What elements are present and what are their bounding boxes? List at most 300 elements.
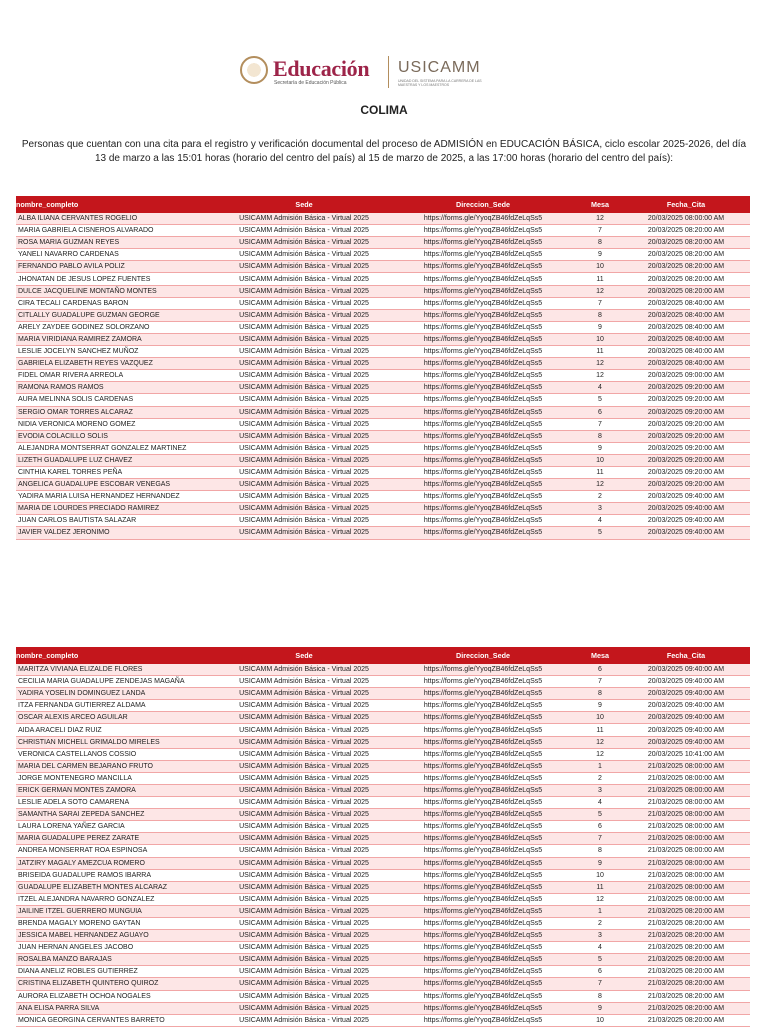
cell-mesa: 11 — [578, 466, 622, 478]
cell-sede: USICAMM Admisión Básica - Virtual 2025 — [220, 527, 388, 539]
cell-fecha: 20/03/2025 09:40:00 AM — [622, 724, 750, 736]
cell-direccion[interactable]: https://forms.gle/YyoqZB46fdZeLqSs5 — [388, 479, 578, 491]
cell-direccion[interactable]: https://forms.gle/YyoqZB46fdZeLqSs5 — [388, 491, 578, 503]
cell-nombre: MARIA VIRIDIANA RAMIREZ ZAMORA — [16, 333, 220, 345]
cell-direccion[interactable]: https://forms.gle/YyoqZB46fdZeLqSs5 — [388, 394, 578, 406]
cell-mesa: 12 — [578, 358, 622, 370]
cell-fecha: 21/03/2025 08:00:00 AM — [622, 821, 750, 833]
table-row — [16, 905, 750, 917]
cell-sede: USICAMM Admisión Básica - Virtual 2025 — [220, 249, 388, 261]
cell-fecha: 20/03/2025 08:40:00 AM — [622, 309, 750, 321]
cell-sede: USICAMM Admisión Básica - Virtual 2025 — [220, 237, 388, 249]
cell-nombre: EVODIA COLACILLO SOLIS — [16, 430, 220, 442]
cell-direccion[interactable]: https://forms.gle/YyoqZB46fdZeLqSs5 — [388, 273, 578, 285]
cell-sede: USICAMM Admisión Básica - Virtual 2025 — [220, 905, 388, 917]
cell-nombre: FIDEL OMAR RIVERA ARREOLA — [16, 370, 220, 382]
cell-direccion[interactable]: https://forms.gle/YyoqZB46fdZeLqSs5 — [388, 857, 578, 869]
cell-nombre: YANELI NAVARRO CARDENAS — [16, 249, 220, 261]
cell-mesa: 10 — [578, 712, 622, 724]
cell-fecha: 21/03/2025 08:00:00 AM — [622, 772, 750, 784]
cell-fecha: 20/03/2025 08:20:00 AM — [622, 273, 750, 285]
table-row — [16, 527, 750, 539]
cell-sede: USICAMM Admisión Básica - Virtual 2025 — [220, 784, 388, 796]
cell-nombre: JESSICA MABEL HERNANDEZ AGUAYO — [16, 930, 220, 942]
cell-direccion[interactable]: https://forms.gle/YyoqZB46fdZeLqSs5 — [388, 833, 578, 845]
table-row — [16, 370, 750, 382]
table-row — [16, 321, 750, 333]
table-row — [16, 297, 750, 309]
table-row — [16, 406, 750, 418]
cell-fecha: 20/03/2025 09:40:00 AM — [622, 515, 750, 527]
cell-direccion[interactable]: https://forms.gle/YyoqZB46fdZeLqSs5 — [388, 527, 578, 539]
cell-fecha: 21/03/2025 08:20:00 AM — [622, 1014, 750, 1026]
table-row — [16, 382, 750, 394]
cell-sede: USICAMM Admisión Básica - Virtual 2025 — [220, 797, 388, 809]
cell-mesa: 1 — [578, 905, 622, 917]
intro-paragraph: Personas que cuentan con una cita para el registro y verificación documental del proceso de ADMISIÓN en EDUCACIÓN BÁSICA, ciclo escolar 2025-2026, del día 13 de marzo a las 15:01 horas (horario del centro del país) al 15 de marzo de 2025, a las 17:00 horas (horario del centro del país): — [21, 139, 747, 164]
col-header-fecha: Fecha_Cita — [622, 196, 750, 213]
cell-nombre: AURORA ELIZABETH OCHOA NOGALES — [16, 990, 220, 1002]
cell-direccion[interactable]: https://forms.gle/YyoqZB46fdZeLqSs5 — [388, 869, 578, 881]
cell-direccion[interactable]: https://forms.gle/YyoqZB46fdZeLqSs5 — [388, 893, 578, 905]
cell-sede: USICAMM Admisión Básica - Virtual 2025 — [220, 213, 388, 225]
cell-mesa: 6 — [578, 406, 622, 418]
cell-fecha: 20/03/2025 08:40:00 AM — [622, 321, 750, 333]
cell-sede: USICAMM Admisión Básica - Virtual 2025 — [220, 370, 388, 382]
cell-nombre: JUAN HERNAN ANGELES JACOBO — [16, 942, 220, 954]
cell-sede: USICAMM Admisión Básica - Virtual 2025 — [220, 503, 388, 515]
cell-sede: USICAMM Admisión Básica - Virtual 2025 — [220, 225, 388, 237]
table-row — [16, 515, 750, 527]
cell-sede: USICAMM Admisión Básica - Virtual 2025 — [220, 382, 388, 394]
table-row — [16, 237, 750, 249]
cell-mesa: 7 — [578, 676, 622, 688]
cell-fecha: 20/03/2025 09:40:00 AM — [622, 712, 750, 724]
cell-nombre: ITZA FERNANDA GUTIERREZ ALDAMA — [16, 700, 220, 712]
table-row — [16, 285, 750, 297]
cell-fecha: 20/03/2025 10:41:00 AM — [622, 748, 750, 760]
cell-nombre: ITZEL ALEJANDRA NAVARRO GONZALEZ — [16, 893, 220, 905]
col-header-mesa: Mesa — [578, 196, 622, 213]
cell-fecha: 21/03/2025 08:00:00 AM — [622, 797, 750, 809]
cell-direccion[interactable]: https://forms.gle/YyoqZB46fdZeLqSs5 — [388, 321, 578, 333]
cell-direccion[interactable]: https://forms.gle/YyoqZB46fdZeLqSs5 — [388, 664, 578, 676]
cell-mesa: 10 — [578, 454, 622, 466]
document-header — [0, 52, 768, 96]
cell-sede: USICAMM Admisión Básica - Virtual 2025 — [220, 515, 388, 527]
cell-direccion[interactable]: https://forms.gle/YyoqZB46fdZeLqSs5 — [388, 966, 578, 978]
cell-direccion[interactable]: https://forms.gle/YyoqZB46fdZeLqSs5 — [388, 712, 578, 724]
table-row — [16, 724, 750, 736]
table-row — [16, 503, 750, 515]
cell-mesa: 5 — [578, 527, 622, 539]
table-row — [16, 917, 750, 929]
cell-sede: USICAMM Admisión Básica - Virtual 2025 — [220, 700, 388, 712]
cell-sede: USICAMM Admisión Básica - Virtual 2025 — [220, 321, 388, 333]
cell-direccion[interactable]: https://forms.gle/YyoqZB46fdZeLqSs5 — [388, 942, 578, 954]
cell-fecha: 20/03/2025 09:20:00 AM — [622, 466, 750, 478]
cell-direccion[interactable]: https://forms.gle/YyoqZB46fdZeLqSs5 — [388, 676, 578, 688]
cell-direccion[interactable]: https://forms.gle/YyoqZB46fdZeLqSs5 — [388, 406, 578, 418]
cell-direccion[interactable]: https://forms.gle/YyoqZB46fdZeLqSs5 — [388, 430, 578, 442]
cell-nombre: GUADALUPE ELIZABETH MONTES ALCARAZ — [16, 881, 220, 893]
cell-nombre: ROSA MARIA GUZMAN REYES — [16, 237, 220, 249]
table-row — [16, 966, 750, 978]
cell-mesa: 6 — [578, 966, 622, 978]
brand-usicamm: USICAMM — [398, 59, 481, 76]
cell-fecha: 21/03/2025 08:00:00 AM — [622, 845, 750, 857]
cell-mesa: 10 — [578, 261, 622, 273]
cell-mesa: 2 — [578, 491, 622, 503]
cell-direccion[interactable]: https://forms.gle/YyoqZB46fdZeLqSs5 — [388, 346, 578, 358]
table-row — [16, 430, 750, 442]
cell-direccion[interactable]: https://forms.gle/YyoqZB46fdZeLqSs5 — [388, 760, 578, 772]
cell-mesa: 6 — [578, 821, 622, 833]
cell-sede: USICAMM Admisión Básica - Virtual 2025 — [220, 966, 388, 978]
cell-mesa: 4 — [578, 382, 622, 394]
cell-sede: USICAMM Admisión Básica - Virtual 2025 — [220, 442, 388, 454]
table-row — [16, 346, 750, 358]
table-row — [16, 845, 750, 857]
cell-mesa: 7 — [578, 225, 622, 237]
cell-direccion[interactable]: https://forms.gle/YyoqZB46fdZeLqSs5 — [388, 297, 578, 309]
usicamm-subtitle: UNIDAD DEL SISTEMA PARA LA CARRERA DE LAS MAESTRAS Y LOS MAESTROS — [398, 79, 482, 87]
cell-mesa: 12 — [578, 370, 622, 382]
cell-direccion[interactable]: https://forms.gle/YyoqZB46fdZeLqSs5 — [388, 978, 578, 990]
cell-fecha: 21/03/2025 08:20:00 AM — [622, 917, 750, 929]
cell-fecha: 20/03/2025 08:20:00 AM — [622, 261, 750, 273]
table-row — [16, 857, 750, 869]
table-row — [16, 1014, 750, 1026]
cell-sede: USICAMM Admisión Básica - Virtual 2025 — [220, 676, 388, 688]
cell-fecha: 20/03/2025 08:40:00 AM — [622, 297, 750, 309]
cell-mesa: 1 — [578, 760, 622, 772]
cell-direccion[interactable]: https://forms.gle/YyoqZB46fdZeLqSs5 — [388, 358, 578, 370]
cell-direccion[interactable]: https://forms.gle/YyoqZB46fdZeLqSs5 — [388, 418, 578, 430]
table-row — [16, 784, 750, 796]
brand-sep-subtitle: Secretaría de Educación Pública — [274, 80, 347, 86]
cell-sede: USICAMM Admisión Básica - Virtual 2025 — [220, 748, 388, 760]
cell-nombre: YADIRA MARIA LUISA HERNANDEZ HERNANDEZ — [16, 491, 220, 503]
table-header-row — [16, 647, 750, 664]
cell-sede: USICAMM Admisión Básica - Virtual 2025 — [220, 479, 388, 491]
cell-mesa: 9 — [578, 700, 622, 712]
cell-fecha: 21/03/2025 08:00:00 AM — [622, 857, 750, 869]
cell-direccion[interactable]: https://forms.gle/YyoqZB46fdZeLqSs5 — [388, 213, 578, 225]
cell-nombre: LESLIE JOCELYN SANCHEZ MUÑOZ — [16, 346, 220, 358]
cell-fecha: 20/03/2025 09:40:00 AM — [622, 736, 750, 748]
table-row — [16, 748, 750, 760]
table-row — [16, 930, 750, 942]
cell-direccion[interactable]: https://forms.gle/YyoqZB46fdZeLqSs5 — [388, 845, 578, 857]
cell-nombre: SAMANTHA SARAI ZEPEDA SANCHEZ — [16, 809, 220, 821]
cell-direccion[interactable]: https://forms.gle/YyoqZB46fdZeLqSs5 — [388, 370, 578, 382]
cell-fecha: 20/03/2025 09:40:00 AM — [622, 676, 750, 688]
cell-mesa: 11 — [578, 273, 622, 285]
col-header-nombre: nombre_completo — [16, 647, 220, 664]
cell-mesa: 12 — [578, 285, 622, 297]
cell-nombre: YADIRA YOSELIN DOMINGUEZ LANDA — [16, 688, 220, 700]
cell-sede: USICAMM Admisión Básica - Virtual 2025 — [220, 358, 388, 370]
table-row — [16, 869, 750, 881]
cell-mesa: 7 — [578, 297, 622, 309]
cell-sede: USICAMM Admisión Básica - Virtual 2025 — [220, 261, 388, 273]
cell-nombre: MARIA GABRIELA CISNEROS ALVARADO — [16, 225, 220, 237]
cell-nombre: ALEJANDRA MONTSERRAT GONZALEZ MARTINEZ — [16, 442, 220, 454]
cell-fecha: 21/03/2025 08:20:00 AM — [622, 966, 750, 978]
cell-mesa: 11 — [578, 346, 622, 358]
cell-mesa: 10 — [578, 1014, 622, 1026]
cell-nombre: ANGELICA GUADALUPE ESCOBAR VENEGAS — [16, 479, 220, 491]
cell-fecha: 20/03/2025 09:40:00 AM — [622, 688, 750, 700]
cell-direccion[interactable]: https://forms.gle/YyoqZB46fdZeLqSs5 — [388, 784, 578, 796]
table-row — [16, 394, 750, 406]
col-header-sede: Sede — [220, 647, 388, 664]
cell-fecha: 20/03/2025 08:40:00 AM — [622, 346, 750, 358]
cell-direccion[interactable]: https://forms.gle/YyoqZB46fdZeLqSs5 — [388, 249, 578, 261]
cell-sede: USICAMM Admisión Básica - Virtual 2025 — [220, 430, 388, 442]
cell-sede: USICAMM Admisión Básica - Virtual 2025 — [220, 333, 388, 345]
cell-nombre: GABRIELA ELIZABETH REYES VAZQUEZ — [16, 358, 220, 370]
appointments-table-2 — [16, 647, 750, 1027]
cell-fecha: 21/03/2025 08:20:00 AM — [622, 954, 750, 966]
cell-mesa: 8 — [578, 309, 622, 321]
cell-direccion[interactable]: https://forms.gle/YyoqZB46fdZeLqSs5 — [388, 442, 578, 454]
cell-nombre: SERGIO OMAR TORRES ALCARAZ — [16, 406, 220, 418]
table-row — [16, 700, 750, 712]
cell-fecha: 20/03/2025 08:20:00 AM — [622, 237, 750, 249]
cell-nombre: CIRA TECALI CARDENAS BARON — [16, 297, 220, 309]
cell-nombre: BRISEIDA GUADALUPE RAMOS IBARRA — [16, 869, 220, 881]
cell-mesa: 10 — [578, 869, 622, 881]
cell-nombre: AURA MELINNA SOLIS CARDENAS — [16, 394, 220, 406]
cell-fecha: 20/03/2025 09:20:00 AM — [622, 406, 750, 418]
table-row — [16, 772, 750, 784]
cell-direccion[interactable]: https://forms.gle/YyoqZB46fdZeLqSs5 — [388, 309, 578, 321]
cell-fecha: 20/03/2025 09:00:00 AM — [622, 370, 750, 382]
cell-sede: USICAMM Admisión Básica - Virtual 2025 — [220, 466, 388, 478]
cell-direccion[interactable]: https://forms.gle/YyoqZB46fdZeLqSs5 — [388, 1002, 578, 1014]
cell-direccion[interactable]: https://forms.gle/YyoqZB46fdZeLqSs5 — [388, 515, 578, 527]
cell-direccion[interactable]: https://forms.gle/YyoqZB46fdZeLqSs5 — [388, 905, 578, 917]
cell-direccion[interactable]: https://forms.gle/YyoqZB46fdZeLqSs5 — [388, 454, 578, 466]
cell-direccion[interactable]: https://forms.gle/YyoqZB46fdZeLqSs5 — [388, 724, 578, 736]
cell-fecha: 20/03/2025 08:40:00 AM — [622, 333, 750, 345]
cell-sede: USICAMM Admisión Básica - Virtual 2025 — [220, 285, 388, 297]
table-row — [16, 821, 750, 833]
cell-nombre: CECILIA MARIA GUADALUPE ZENDEJAS MAGAÑA — [16, 676, 220, 688]
cell-direccion[interactable]: https://forms.gle/YyoqZB46fdZeLqSs5 — [388, 917, 578, 929]
cell-direccion[interactable]: https://forms.gle/YyoqZB46fdZeLqSs5 — [388, 382, 578, 394]
cell-direccion[interactable]: https://forms.gle/YyoqZB46fdZeLqSs5 — [388, 797, 578, 809]
cell-nombre: CHRISTIAN MICHELL GRIMALDO MIRELES — [16, 736, 220, 748]
cell-mesa: 12 — [578, 748, 622, 760]
cell-nombre: ANA ELISA PARRA SILVA — [16, 1002, 220, 1014]
cell-sede: USICAMM Admisión Básica - Virtual 2025 — [220, 418, 388, 430]
cell-mesa: 10 — [578, 333, 622, 345]
cell-nombre: LIZETH GUADALUPE LUZ CHAVEZ — [16, 454, 220, 466]
cell-sede: USICAMM Admisión Básica - Virtual 2025 — [220, 978, 388, 990]
table-row — [16, 454, 750, 466]
cell-direccion[interactable]: https://forms.gle/YyoqZB46fdZeLqSs5 — [388, 503, 578, 515]
cell-mesa: 9 — [578, 249, 622, 261]
page-title: COLIMA — [360, 103, 408, 117]
cell-nombre: LESLIE ADELA SOTO CAMARENA — [16, 797, 220, 809]
cell-mesa: 5 — [578, 954, 622, 966]
cell-direccion[interactable]: https://forms.gle/YyoqZB46fdZeLqSs5 — [388, 466, 578, 478]
cell-nombre: JAVIER VALDEZ JERONIMO — [16, 527, 220, 539]
cell-nombre: CRISTINA ELIZABETH QUINTERO QUIROZ — [16, 978, 220, 990]
brand-divider — [388, 56, 389, 88]
cell-fecha: 20/03/2025 09:20:00 AM — [622, 418, 750, 430]
table-row — [16, 736, 750, 748]
appointments-table-1 — [16, 196, 750, 540]
cell-fecha: 21/03/2025 08:00:00 AM — [622, 869, 750, 881]
table-row — [16, 273, 750, 285]
cell-direccion[interactable]: https://forms.gle/YyoqZB46fdZeLqSs5 — [388, 700, 578, 712]
cell-fecha: 20/03/2025 09:40:00 AM — [622, 503, 750, 515]
cell-fecha: 20/03/2025 08:40:00 AM — [622, 358, 750, 370]
table-row — [16, 797, 750, 809]
cell-fecha: 21/03/2025 08:20:00 AM — [622, 942, 750, 954]
cell-direccion[interactable]: https://forms.gle/YyoqZB46fdZeLqSs5 — [388, 736, 578, 748]
cell-mesa: 12 — [578, 479, 622, 491]
cell-fecha: 20/03/2025 09:20:00 AM — [622, 394, 750, 406]
cell-sede: USICAMM Admisión Básica - Virtual 2025 — [220, 881, 388, 893]
cell-fecha: 20/03/2025 09:40:00 AM — [622, 527, 750, 539]
cell-nombre: JATZIRY MAGALY AMEZCUA ROMERO — [16, 857, 220, 869]
cell-direccion[interactable]: https://forms.gle/YyoqZB46fdZeLqSs5 — [388, 748, 578, 760]
cell-nombre: JUAN CARLOS BAUTISTA SALAZAR — [16, 515, 220, 527]
cell-nombre: LAURA LORENA YAÑEZ GARCIA — [16, 821, 220, 833]
table-row — [16, 881, 750, 893]
cell-direccion[interactable]: https://forms.gle/YyoqZB46fdZeLqSs5 — [388, 930, 578, 942]
cell-mesa: 3 — [578, 930, 622, 942]
cell-nombre: JAILINE ITZEL GUERRERO MUNGUIA — [16, 905, 220, 917]
cell-fecha: 20/03/2025 09:20:00 AM — [622, 454, 750, 466]
cell-fecha: 21/03/2025 08:20:00 AM — [622, 978, 750, 990]
cell-fecha: 20/03/2025 08:20:00 AM — [622, 249, 750, 261]
cell-mesa: 7 — [578, 418, 622, 430]
cell-direccion[interactable]: https://forms.gle/YyoqZB46fdZeLqSs5 — [388, 688, 578, 700]
col-header-sede: Sede — [220, 196, 388, 213]
table-row — [16, 833, 750, 845]
cell-nombre: MARIA DE LOURDES PRECIADO RAMIREZ — [16, 503, 220, 515]
col-header-direccion: Direccion_Sede — [388, 647, 578, 664]
cell-direccion[interactable]: https://forms.gle/YyoqZB46fdZeLqSs5 — [388, 990, 578, 1002]
cell-sede: USICAMM Admisión Básica - Virtual 2025 — [220, 1002, 388, 1014]
cell-fecha: 20/03/2025 09:20:00 AM — [622, 430, 750, 442]
cell-sede: USICAMM Admisión Básica - Virtual 2025 — [220, 724, 388, 736]
cell-direccion[interactable]: https://forms.gle/YyoqZB46fdZeLqSs5 — [388, 772, 578, 784]
col-header-fecha: Fecha_Cita — [622, 647, 750, 664]
cell-mesa: 9 — [578, 1002, 622, 1014]
cell-direccion[interactable]: https://forms.gle/YyoqZB46fdZeLqSs5 — [388, 285, 578, 297]
table-row — [16, 225, 750, 237]
cell-nombre: ROSALBA MANZO BARAJAS — [16, 954, 220, 966]
cell-nombre: NIDIA VERONICA MORENO GOMEZ — [16, 418, 220, 430]
cell-fecha: 21/03/2025 08:20:00 AM — [622, 990, 750, 1002]
cell-direccion[interactable]: https://forms.gle/YyoqZB46fdZeLqSs5 — [388, 225, 578, 237]
cell-nombre: ALBA ILIANA CERVANTES ROGELIO — [16, 213, 220, 225]
cell-nombre: CITLALLY GUADALUPE GUZMAN GEORGE — [16, 309, 220, 321]
cell-fecha: 21/03/2025 08:00:00 AM — [622, 881, 750, 893]
table-row — [16, 942, 750, 954]
col-header-nombre: nombre_completo — [16, 196, 220, 213]
table-row — [16, 442, 750, 454]
cell-sede: USICAMM Admisión Básica - Virtual 2025 — [220, 893, 388, 905]
cell-nombre: MONICA GEORGINA CERVANTES BARRETO — [16, 1014, 220, 1026]
cell-fecha: 20/03/2025 09:20:00 AM — [622, 382, 750, 394]
cell-nombre: MARIA GUADALUPE PEREZ ZARATE — [16, 833, 220, 845]
cell-sede: USICAMM Admisión Básica - Virtual 2025 — [220, 917, 388, 929]
cell-nombre: ARELY ZAYDEE GODINEZ SOLORZANO — [16, 321, 220, 333]
cell-direccion[interactable]: https://forms.gle/YyoqZB46fdZeLqSs5 — [388, 1014, 578, 1026]
col-header-direccion: Direccion_Sede — [388, 196, 578, 213]
cell-sede: USICAMM Admisión Básica - Virtual 2025 — [220, 309, 388, 321]
cell-mesa: 11 — [578, 724, 622, 736]
cell-nombre: DIANA ANELIZ ROBLES GUTIERREZ — [16, 966, 220, 978]
table-row — [16, 491, 750, 503]
cell-mesa: 8 — [578, 990, 622, 1002]
cell-sede: USICAMM Admisión Básica - Virtual 2025 — [220, 297, 388, 309]
cell-fecha: 20/03/2025 08:20:00 AM — [622, 225, 750, 237]
cell-fecha: 21/03/2025 08:00:00 AM — [622, 809, 750, 821]
cell-nombre: CINTHIA KAREL TORRES PEÑA — [16, 466, 220, 478]
cell-sede: USICAMM Admisión Básica - Virtual 2025 — [220, 760, 388, 772]
table-row — [16, 954, 750, 966]
government-seal-icon — [240, 56, 268, 84]
cell-mesa: 8 — [578, 688, 622, 700]
cell-nombre: BRENDA MAGALY MORENO GAYTAN — [16, 917, 220, 929]
cell-sede: USICAMM Admisión Básica - Virtual 2025 — [220, 833, 388, 845]
cell-direccion[interactable]: https://forms.gle/YyoqZB46fdZeLqSs5 — [388, 954, 578, 966]
cell-fecha: 20/03/2025 09:40:00 AM — [622, 700, 750, 712]
cell-mesa: 12 — [578, 736, 622, 748]
cell-mesa: 4 — [578, 515, 622, 527]
cell-direccion[interactable]: https://forms.gle/YyoqZB46fdZeLqSs5 — [388, 237, 578, 249]
cell-mesa: 8 — [578, 845, 622, 857]
cell-sede: USICAMM Admisión Básica - Virtual 2025 — [220, 346, 388, 358]
cell-sede: USICAMM Admisión Básica - Virtual 2025 — [220, 491, 388, 503]
cell-sede: USICAMM Admisión Básica - Virtual 2025 — [220, 930, 388, 942]
cell-mesa: 5 — [578, 394, 622, 406]
cell-sede: USICAMM Admisión Básica - Virtual 2025 — [220, 273, 388, 285]
table-row — [16, 479, 750, 491]
cell-sede: USICAMM Admisión Básica - Virtual 2025 — [220, 454, 388, 466]
cell-direccion[interactable]: https://forms.gle/YyoqZB46fdZeLqSs5 — [388, 809, 578, 821]
table-row — [16, 1002, 750, 1014]
cell-sede: USICAMM Admisión Básica - Virtual 2025 — [220, 857, 388, 869]
table-row — [16, 249, 750, 261]
cell-direccion[interactable]: https://forms.gle/YyoqZB46fdZeLqSs5 — [388, 261, 578, 273]
cell-direccion[interactable]: https://forms.gle/YyoqZB46fdZeLqSs5 — [388, 881, 578, 893]
cell-mesa: 12 — [578, 893, 622, 905]
cell-fecha: 20/03/2025 08:20:00 AM — [622, 285, 750, 297]
table-row — [16, 664, 750, 676]
cell-mesa: 4 — [578, 797, 622, 809]
cell-direccion[interactable]: https://forms.gle/YyoqZB46fdZeLqSs5 — [388, 821, 578, 833]
cell-sede: USICAMM Admisión Básica - Virtual 2025 — [220, 664, 388, 676]
cell-sede: USICAMM Admisión Básica - Virtual 2025 — [220, 736, 388, 748]
table-row — [16, 213, 750, 225]
cell-direccion[interactable]: https://forms.gle/YyoqZB46fdZeLqSs5 — [388, 333, 578, 345]
table-row — [16, 466, 750, 478]
cell-mesa: 7 — [578, 833, 622, 845]
cell-nombre: JORGE MONTENEGRO MANCILLA — [16, 772, 220, 784]
brand-educacion: Educación — [273, 56, 370, 81]
cell-mesa: 9 — [578, 321, 622, 333]
